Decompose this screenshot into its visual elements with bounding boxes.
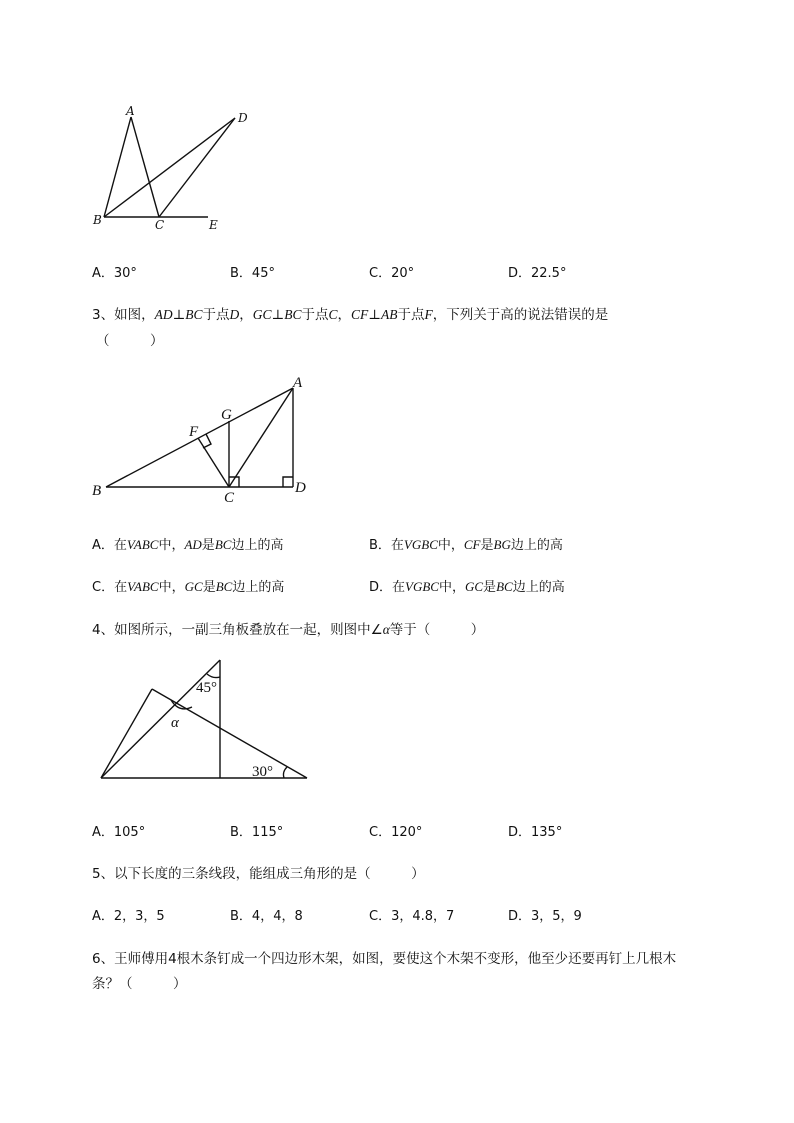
q3-text-2: ， xyxy=(239,307,253,323)
segment-FC xyxy=(198,438,229,487)
figure-4-set-squares xyxy=(95,655,315,785)
q3-stmt-1: AD⊥BC xyxy=(154,307,203,322)
q3-stmt-3: CF⊥AB xyxy=(351,307,398,322)
label-D: D xyxy=(295,480,306,496)
q3-option-a[interactable]: A．在VABC中，AD是BC边上的高 xyxy=(92,537,284,553)
label-B: B xyxy=(92,483,102,499)
q2-option-b[interactable]: B．45° xyxy=(230,266,275,281)
q5-option-a[interactable]: A．2，3，5 xyxy=(92,909,165,924)
q3-point-2: C xyxy=(328,307,338,322)
question-6-line-1: 6、王师傅用4根木条钉成一个四边形木架，如图，要使这个木架不变形，他至少还要再钉上几根木 xyxy=(92,951,677,967)
q3-text-1: 于点 xyxy=(202,307,230,323)
q3-option-d[interactable]: D．在VGBC中，GC是BC边上的高 xyxy=(369,579,565,595)
right-angle-mark-D xyxy=(283,477,293,487)
q3-text-3: 于点 xyxy=(301,307,329,323)
segment-30-hypotenuse xyxy=(152,689,307,778)
question-6-line-2: 条？（ ） xyxy=(92,976,187,992)
segment-BD xyxy=(104,118,235,217)
angle-30-arc xyxy=(283,767,287,778)
q3-answer-paren: （ ） xyxy=(96,333,164,349)
q3-suffix: ，下列关于高的说法错误的是 xyxy=(432,307,609,323)
figure-3-triangle xyxy=(88,372,318,507)
label-30-degrees: 30° xyxy=(252,764,273,780)
segment-BA xyxy=(106,388,293,487)
q3-point-3: F xyxy=(424,307,433,322)
q4-option-b[interactable]: B．115° xyxy=(230,825,284,840)
q3-stmt-2: GC⊥BC xyxy=(252,307,302,322)
label-G: G xyxy=(221,407,232,423)
q2-option-a[interactable]: A．30° xyxy=(92,266,137,281)
segment-45-hypotenuse xyxy=(101,660,220,778)
q4-option-a[interactable]: A．105° xyxy=(92,825,146,840)
question-4-text: 4、如图所示，一副三角板叠放在一起，则图中∠α等于（ ） xyxy=(92,622,485,638)
q4-option-d[interactable]: D．135° xyxy=(508,825,563,840)
q5-option-b[interactable]: B．4，4，8 xyxy=(230,909,303,924)
label-E: E xyxy=(209,218,218,232)
q3-point-1: D xyxy=(229,307,240,322)
q4-option-c[interactable]: C．120° xyxy=(369,825,423,840)
label-D: D xyxy=(238,111,248,125)
q5-option-d[interactable]: D．3，5，9 xyxy=(508,909,582,924)
label-C: C xyxy=(224,490,235,506)
label-45-degrees: 45° xyxy=(196,680,217,696)
label-A: A xyxy=(293,375,303,391)
question-5-text: 5、以下长度的三条线段，能组成三角形的是（ ） xyxy=(92,866,425,882)
question-3-text xyxy=(92,303,608,323)
q3-option-c[interactable]: C．在VABC中，GC是BC边上的高 xyxy=(92,579,285,595)
segment-AC xyxy=(229,388,293,487)
right-angle-mark-F xyxy=(203,434,211,448)
q2-option-d[interactable]: D．22.5° xyxy=(508,266,567,281)
segment-AC xyxy=(131,117,159,217)
label-alpha: α xyxy=(171,715,179,731)
segment-BA xyxy=(104,117,131,217)
label-F: F xyxy=(189,424,199,440)
q3-prefix: 3、如图， xyxy=(92,307,155,323)
segment-30-left xyxy=(101,689,152,778)
q3-text-5: 于点 xyxy=(397,307,425,323)
label-B: B xyxy=(93,213,102,227)
q3-option-b[interactable]: B．在VGBC中，CF是BG边上的高 xyxy=(369,537,563,553)
q3-text-4: ， xyxy=(337,307,352,323)
figure-1-triangle xyxy=(88,104,258,234)
label-C: C xyxy=(155,218,165,232)
label-A: A xyxy=(126,104,135,118)
q5-option-c[interactable]: C．3，4.8，7 xyxy=(369,909,455,924)
angle-45-arc xyxy=(207,674,220,678)
q2-option-c[interactable]: C．20° xyxy=(369,266,415,281)
